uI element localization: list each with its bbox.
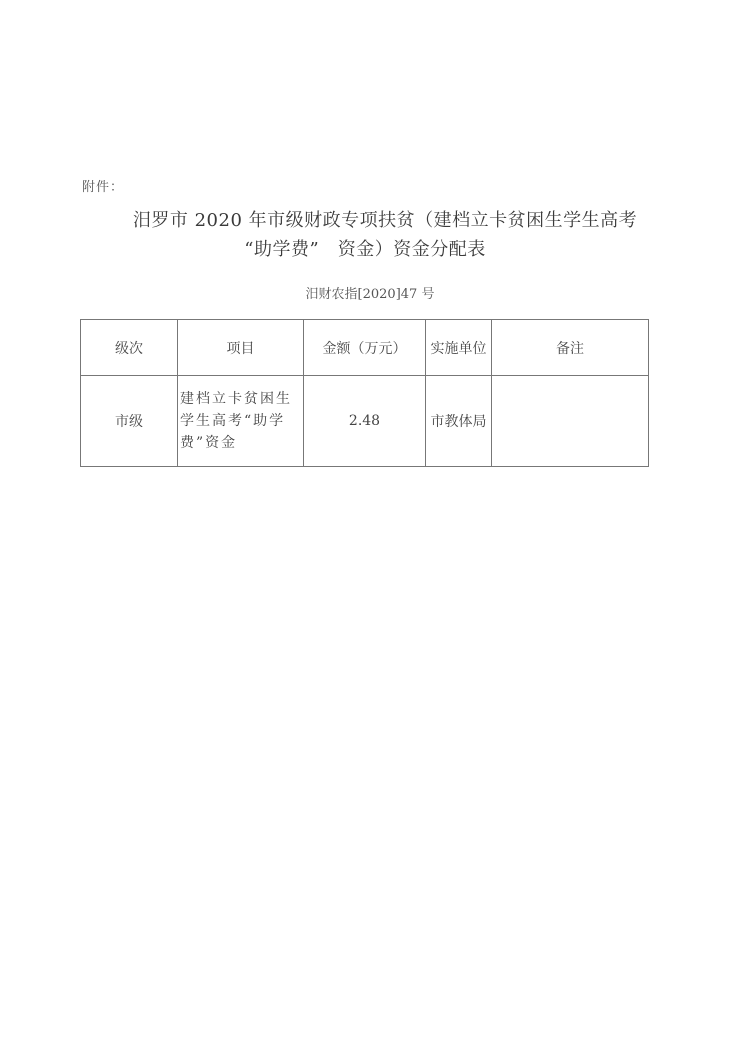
cell-amount: 2.48 xyxy=(304,376,426,467)
attachment-label: 附件： xyxy=(82,180,125,195)
cell-unit: 市教体局 xyxy=(426,376,492,467)
document-title-line-1: 汨罗市 2020 年市级财政专项扶贫（建档立卡贫困生学生高考 xyxy=(132,210,638,231)
header-remark: 备注 xyxy=(492,320,649,376)
document-title-line-2: “助学费” 资金）资金分配表 xyxy=(244,239,486,260)
cell-project: 建档立卡贫困生学生高考“助学费”资金 xyxy=(178,376,304,467)
cell-remark xyxy=(492,376,649,467)
table-header-row xyxy=(81,320,649,376)
document-number: 汨财农指[2020]47 号 xyxy=(305,287,435,302)
allocation-table xyxy=(80,319,649,467)
cell-level: 市级 xyxy=(81,376,178,467)
header-project: 项目 xyxy=(178,320,304,376)
header-unit: 实施单位 xyxy=(426,320,492,376)
header-level: 级次 xyxy=(81,320,178,376)
table-row xyxy=(81,376,649,467)
header-amount: 金额（万元） xyxy=(304,320,426,376)
